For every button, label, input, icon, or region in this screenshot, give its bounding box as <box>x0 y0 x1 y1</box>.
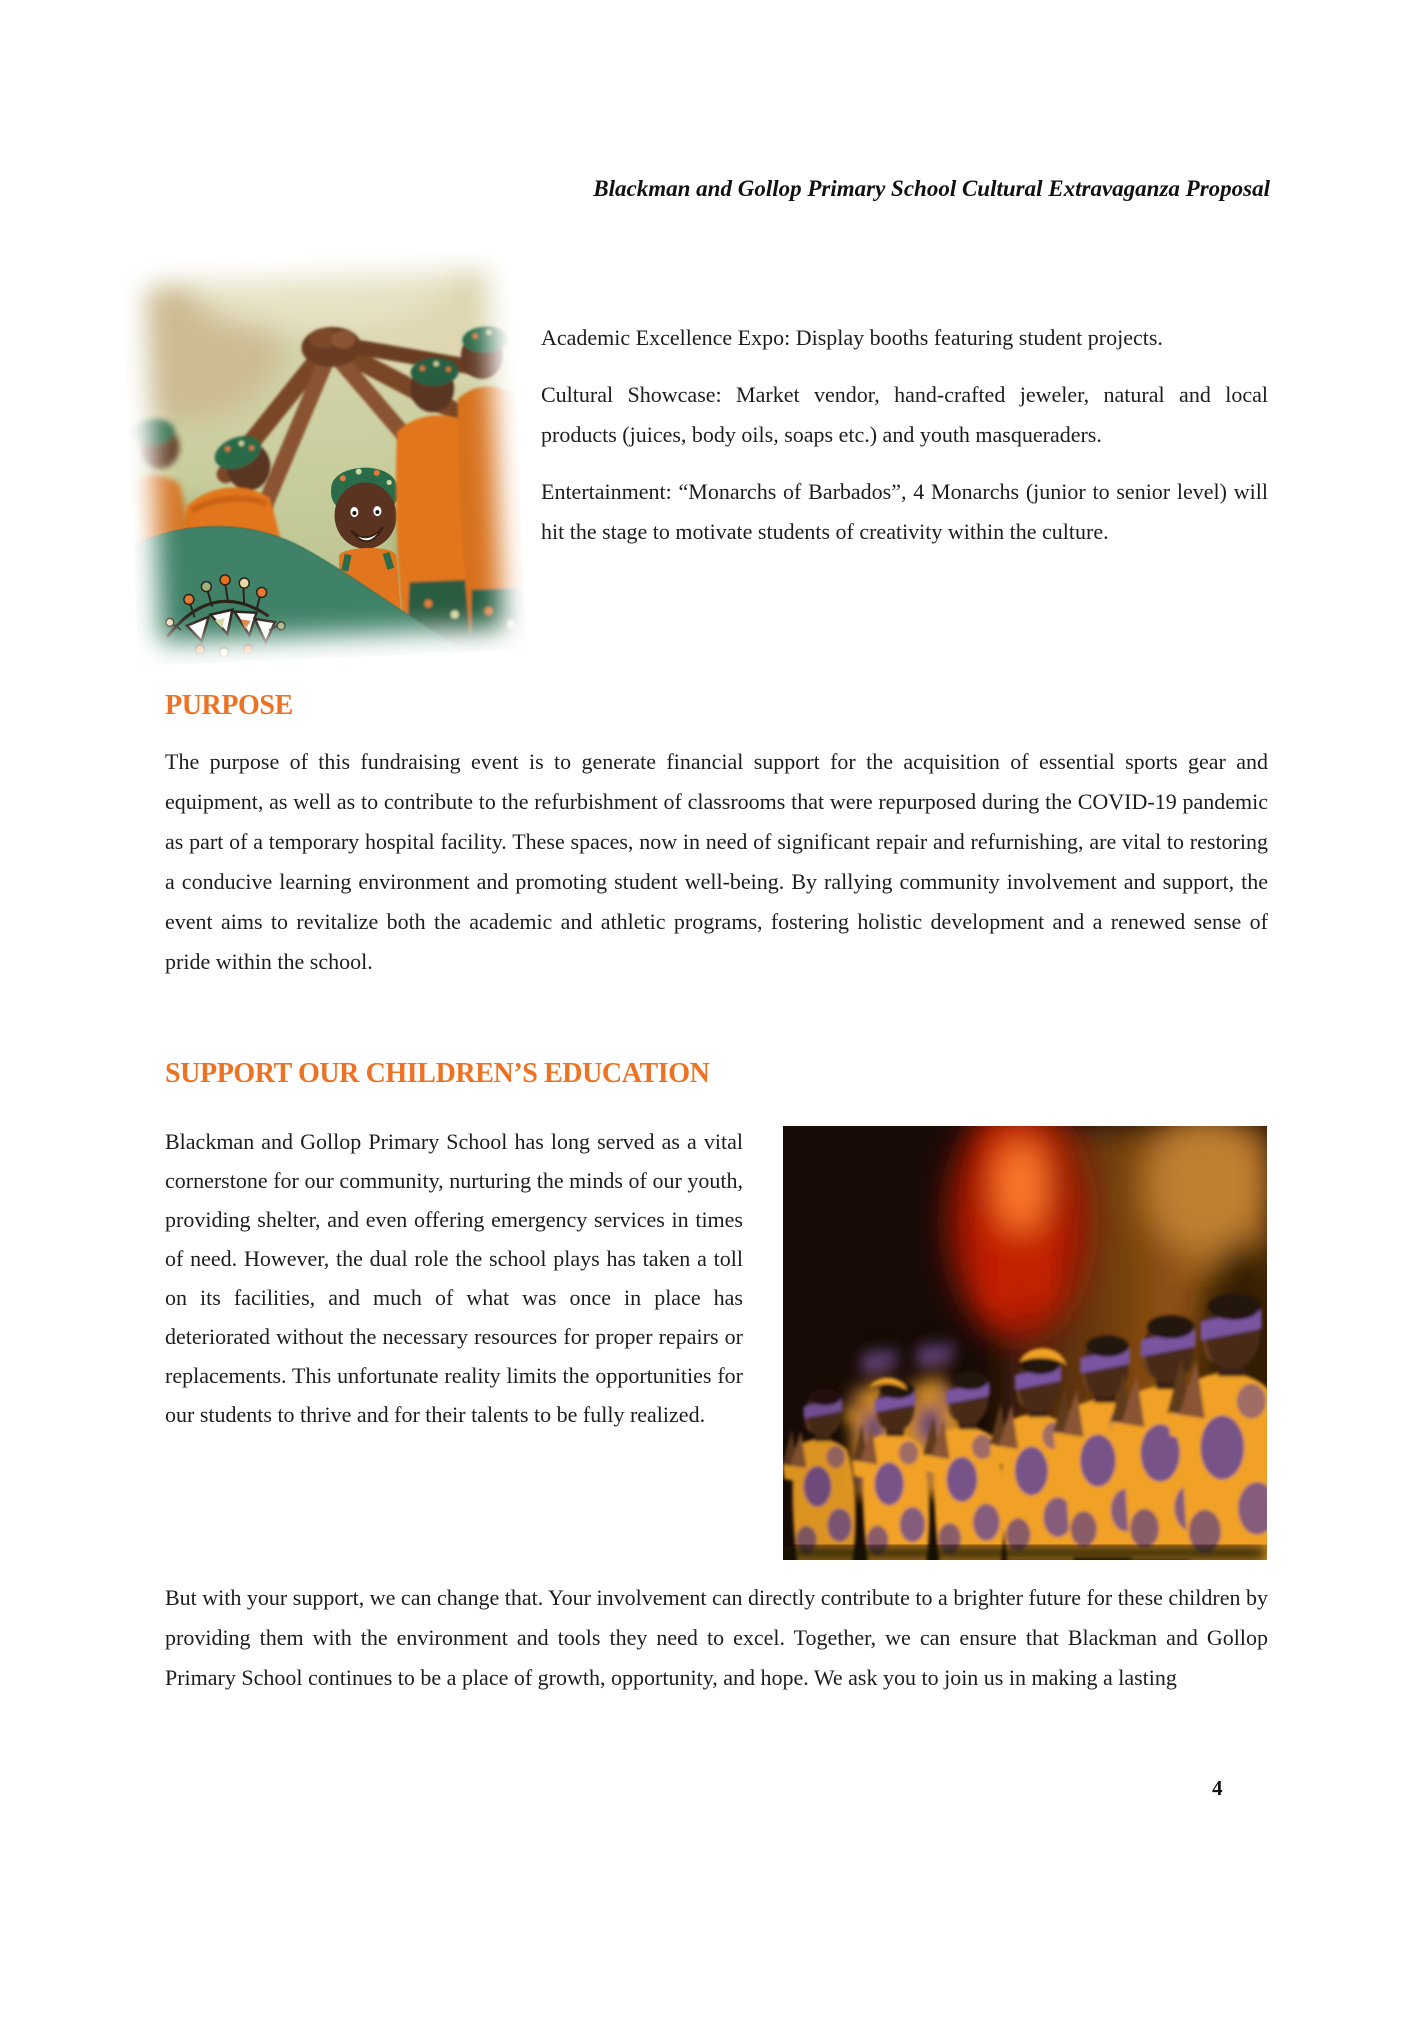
stage-floor-shadow <box>783 1546 1267 1560</box>
choir-illustration <box>783 1126 1267 1560</box>
page-number: 4 <box>1212 1776 1223 1800</box>
paragraph-entertainment: Entertainment: “Monarchs of Barbados”, 4 Monarchs (junior to senior level) will hit the stage to motivate students of creativity within the culture. <box>541 479 1268 544</box>
support-left-column: Blackman and Gollop Primary School has long served as a vital cornerstone for our community, nurturing the minds of our youth, providing shelter, and even offering emergency services in times of need. However, the dual role the school plays has taken a toll on its facilities, and much of what was once in place has deteriorated without the necessary resources for proper repairs or replacements. This unfortunate reality limits the opportunities for our students to thrive and for their talents to be fully realized. <box>165 1129 743 1427</box>
choir-photo <box>783 1126 1267 1560</box>
closing-paragraph: But with your support, we can change that. Your involvement can directly contribute to a brighter future for these children by providing them with the environment and tools they need to excel. Together, we can ensure that Blackman and Gollop Primary School continues to be a place of growth, opportunity, and hope. We ask you to join us in making a lasting <box>165 1585 1268 1690</box>
paragraph-cultural-showcase: Cultural Showcase: Market vendor, hand-crafted jeweler, natural and local products (juices, body oils, soaps etc.) and youth masqueraders. <box>541 382 1268 447</box>
support-education-heading: SUPPORT OUR CHILDREN’S EDUCATION <box>165 1058 710 1089</box>
children-highfive-photo <box>122 246 527 666</box>
event-highlights <box>541 318 1268 569</box>
paragraph-academic-expo: Academic Excellence Expo: Display booths featuring student projects. <box>541 325 1163 350</box>
photo-soft-edge <box>121 245 528 667</box>
purpose-heading: PURPOSE <box>165 690 293 721</box>
document-header-title: Blackman and Gollop Primary School Cultural Extravaganza Proposal <box>593 176 1270 201</box>
purpose-paragraph: The purpose of this fundraising event is to generate financial support for the acquisition of essential sports gear and equipment, as well as to contribute to the refurbishment of classrooms that were repurposed during the COVID-19 pandemic as part of a temporary hospital facility. These spaces, now in need of significant repair and refurnishing, are vital to restoring a conducive learning environment and promoting student well-being. By rallying community involvement and support, the event aims to revitalize both the academic and athletic programs, fostering holistic development and a renewed sense of pride within the school. <box>165 749 1268 974</box>
